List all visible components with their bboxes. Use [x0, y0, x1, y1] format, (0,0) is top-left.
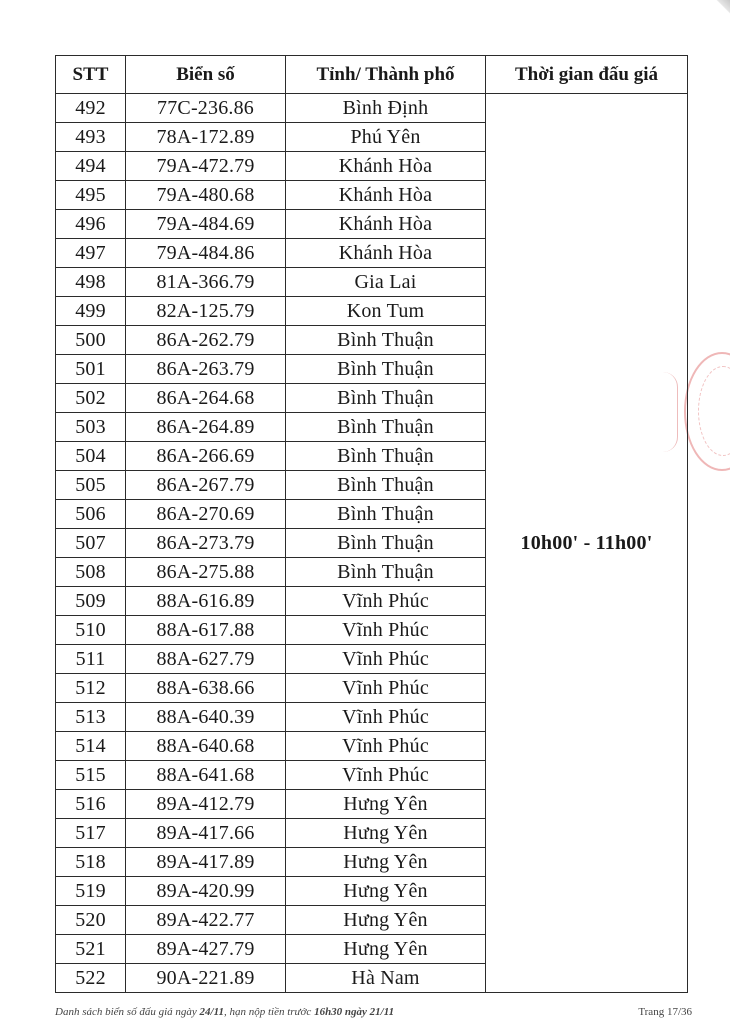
footer-note [55, 1006, 394, 1018]
cell-plate-number: 88A-617.88 [126, 616, 286, 645]
cell-plate-number: 79A-484.69 [126, 210, 286, 239]
cell-province: Bình Thuận [286, 326, 486, 355]
header-plate-number: Biển số [126, 56, 286, 94]
cell-plate-number: 81A-366.79 [126, 268, 286, 297]
cell-province: Vĩnh Phúc [286, 703, 486, 732]
cell-stt: 496 [56, 210, 126, 239]
table-header-row [56, 56, 688, 94]
cell-plate-number: 89A-422.77 [126, 906, 286, 935]
table-row [56, 94, 688, 123]
cell-plate-number: 88A-640.68 [126, 732, 286, 761]
cell-province: Vĩnh Phúc [286, 587, 486, 616]
cell-stt: 494 [56, 152, 126, 181]
cell-stt: 519 [56, 877, 126, 906]
cell-province: Hà Nam [286, 964, 486, 993]
cell-plate-number: 89A-417.89 [126, 848, 286, 877]
cell-plate-number: 78A-172.89 [126, 123, 286, 152]
cell-stt: 501 [56, 355, 126, 384]
cell-province: Vĩnh Phúc [286, 732, 486, 761]
cell-province: Bình Thuận [286, 413, 486, 442]
cell-plate-number: 86A-273.79 [126, 529, 286, 558]
cell-plate-number: 86A-264.89 [126, 413, 286, 442]
cell-plate-number: 86A-267.79 [126, 471, 286, 500]
page-footer [55, 1006, 692, 1018]
footer-note-prefix: Danh sách biển số đấu giá ngày [55, 1006, 197, 1018]
cell-province: Phú Yên [286, 123, 486, 152]
cell-province: Bình Thuận [286, 471, 486, 500]
cell-plate-number: 88A-638.66 [126, 674, 286, 703]
cell-plate-number: 79A-472.79 [126, 152, 286, 181]
cell-province: Vĩnh Phúc [286, 645, 486, 674]
cell-stt: 518 [56, 848, 126, 877]
cell-plate-number: 88A-640.39 [126, 703, 286, 732]
cell-stt: 509 [56, 587, 126, 616]
cell-plate-number: 77C-236.86 [126, 94, 286, 123]
cell-plate-number: 86A-263.79 [126, 355, 286, 384]
cell-plate-number: 86A-264.68 [126, 384, 286, 413]
cell-province: Vĩnh Phúc [286, 674, 486, 703]
cell-province: Bình Thuận [286, 558, 486, 587]
cell-province: Hưng Yên [286, 790, 486, 819]
footer-page-number: Trang 17/36 [638, 1006, 692, 1018]
cell-plate-number: 89A-420.99 [126, 877, 286, 906]
cell-stt: 493 [56, 123, 126, 152]
cell-stt: 510 [56, 616, 126, 645]
cell-province: Bình Định [286, 94, 486, 123]
cell-stt: 504 [56, 442, 126, 471]
footer-deadline: 16h30 ngày 21/11 [314, 1006, 395, 1018]
cell-province: Bình Thuận [286, 355, 486, 384]
cell-province: Bình Thuận [286, 500, 486, 529]
cell-stt: 500 [56, 326, 126, 355]
cell-stt: 508 [56, 558, 126, 587]
cell-province: Gia Lai [286, 268, 486, 297]
cell-stt: 497 [56, 239, 126, 268]
cell-stt: 495 [56, 181, 126, 210]
cell-plate-number: 86A-275.88 [126, 558, 286, 587]
cell-plate-number: 89A-427.79 [126, 935, 286, 964]
cell-province: Khánh Hòa [286, 181, 486, 210]
cell-plate-number: 89A-417.66 [126, 819, 286, 848]
cell-province: Khánh Hòa [286, 152, 486, 181]
cell-stt: 511 [56, 645, 126, 674]
footer-note-middle: , hạn nộp tiền trước [223, 1006, 312, 1018]
cell-auction-time: 10h00' - 11h00' [486, 94, 688, 993]
cell-province: Hưng Yên [286, 877, 486, 906]
cell-plate-number: 88A-627.79 [126, 645, 286, 674]
cell-province: Hưng Yên [286, 848, 486, 877]
cell-province: Khánh Hòa [286, 239, 486, 268]
page-corner-fold [716, 0, 730, 14]
cell-stt: 502 [56, 384, 126, 413]
header-province: Tỉnh/ Thành phố [286, 56, 486, 94]
cell-stt: 507 [56, 529, 126, 558]
cell-province: Vĩnh Phúc [286, 761, 486, 790]
cell-stt: 522 [56, 964, 126, 993]
cell-plate-number: 82A-125.79 [126, 297, 286, 326]
cell-stt: 517 [56, 819, 126, 848]
cell-province: Kon Tum [286, 297, 486, 326]
cell-plate-number: 79A-484.86 [126, 239, 286, 268]
cell-province: Khánh Hòa [286, 210, 486, 239]
cell-plate-number: 86A-270.69 [126, 500, 286, 529]
table-body [56, 94, 688, 993]
cell-plate-number: 88A-641.68 [126, 761, 286, 790]
footer-auction-date: 24/11 [199, 1006, 224, 1018]
cell-province: Bình Thuận [286, 442, 486, 471]
cell-stt: 521 [56, 935, 126, 964]
cell-plate-number: 86A-266.69 [126, 442, 286, 471]
cell-stt: 512 [56, 674, 126, 703]
cell-stt: 513 [56, 703, 126, 732]
cell-plate-number: 86A-262.79 [126, 326, 286, 355]
cell-stt: 515 [56, 761, 126, 790]
license-plate-table [55, 55, 688, 993]
cell-province: Bình Thuận [286, 384, 486, 413]
cell-plate-number: 89A-412.79 [126, 790, 286, 819]
header-stt: STT [56, 56, 126, 94]
cell-province: Hưng Yên [286, 935, 486, 964]
cell-plate-number: 88A-616.89 [126, 587, 286, 616]
cell-province: Hưng Yên [286, 819, 486, 848]
cell-stt: 516 [56, 790, 126, 819]
cell-stt: 499 [56, 297, 126, 326]
header-auction-time: Thời gian đấu giá [486, 56, 688, 94]
cell-stt: 503 [56, 413, 126, 442]
cell-province: Vĩnh Phúc [286, 616, 486, 645]
cell-stt: 520 [56, 906, 126, 935]
cell-plate-number: 79A-480.68 [126, 181, 286, 210]
cell-stt: 492 [56, 94, 126, 123]
cell-stt: 506 [56, 500, 126, 529]
cell-province: Bình Thuận [286, 529, 486, 558]
cell-plate-number: 90A-221.89 [126, 964, 286, 993]
cell-stt: 498 [56, 268, 126, 297]
cell-province: Hưng Yên [286, 906, 486, 935]
cell-stt: 514 [56, 732, 126, 761]
cell-stt: 505 [56, 471, 126, 500]
